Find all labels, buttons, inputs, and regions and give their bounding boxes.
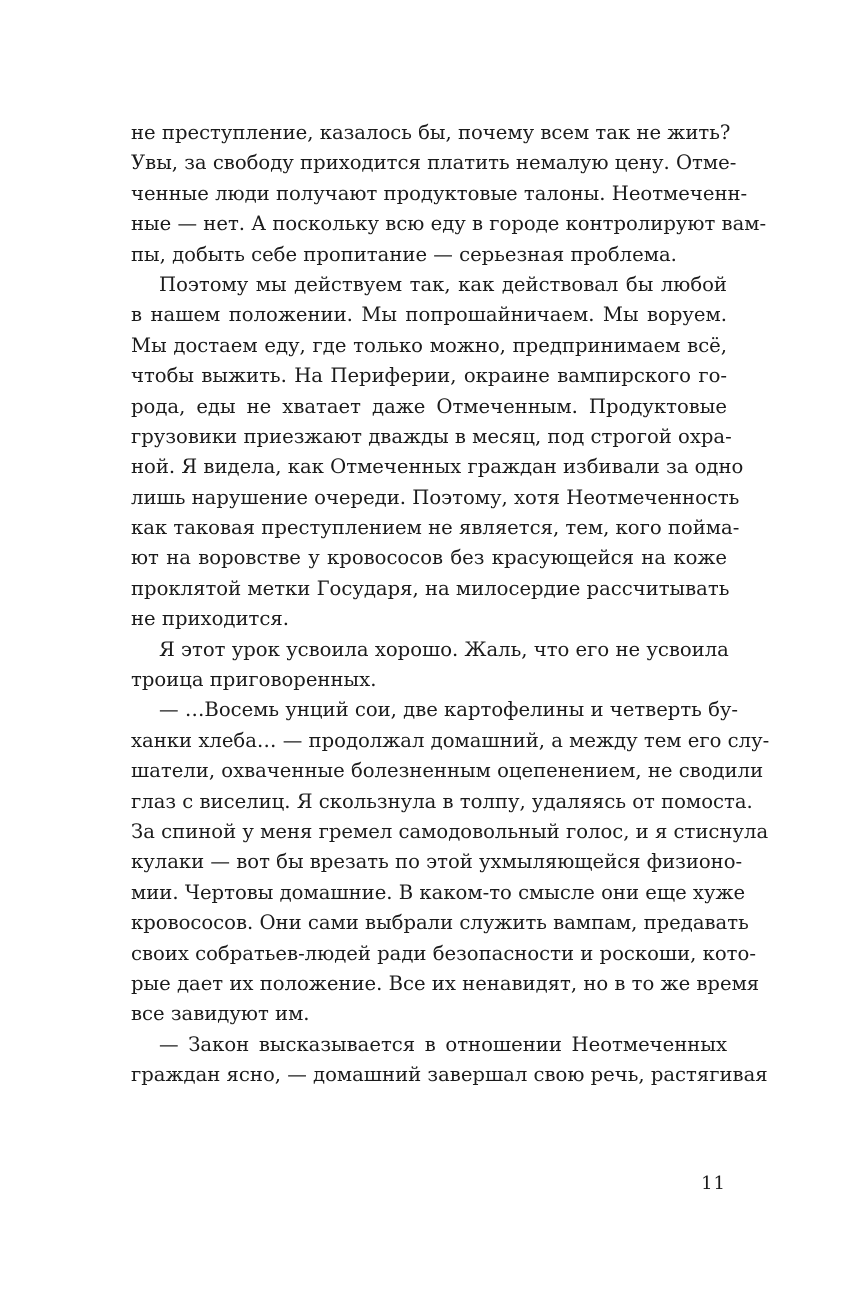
text-line: не приходится. (131, 607, 289, 631)
text-line: ют на воровстве у кровососов без красующейся на коже (131, 546, 727, 570)
text-line: проклятой метки Государя, на милосердие рассчитывать (131, 576, 730, 600)
text-line: в нашем положении. Мы попрошайничаем. Мы воруем. (131, 303, 727, 327)
text-line: рые дает их положение. Все их ненавидят, но в то же время (131, 971, 760, 995)
text-line: мии. Чертовы домашние. В каком-то смысле они еще хуже (131, 880, 746, 904)
text-line: — Закон высказывается в отношении Неотмеченных (159, 1032, 727, 1056)
text-line: рода, еды не хватает даже Отмеченным. Продуктовые (131, 394, 727, 418)
text-line: глаз с виселиц. Я скользнула в толпу, удаляясь от помоста. (131, 789, 753, 813)
text-line: За спиной у меня гремел самодовольный голос, и я стиснула (131, 819, 769, 843)
text-line: пы, добыть себе пропитание — серьезная проблема. (131, 242, 677, 266)
text-line: троица приговоренных. (131, 668, 377, 692)
text-line: Поэтому мы действуем так, как действовал бы любой (159, 272, 727, 296)
text-line: лишь нарушение очереди. Поэтому, хотя Неотмеченность (131, 485, 740, 509)
body-text (131, 118, 770, 1091)
page-number: 11 (701, 1173, 726, 1194)
text-line: ханки хлеба… — продолжал домашний, а между тем его слу- (131, 728, 770, 752)
text-line: своих собратьев-людей ради безопасности и роскоши, кото- (131, 941, 756, 965)
text-line: ные — нет. А поскольку всю еду в городе контролируют вам- (131, 212, 767, 236)
text-line: чтобы выжить. На Периферии, окраине вампирского го- (131, 364, 727, 388)
text-line: не преступление, казалось бы, почему всем так не жить? (131, 121, 731, 144)
text-line: Увы, за свободу приходится платить немалую цену. Отме- (131, 151, 737, 175)
text-line: кулаки — вот бы врезать по этой ухмыляющейся физионо- (131, 850, 743, 874)
text-line: Мы достаем еду, где только можно, предпринимаем всё, (131, 333, 727, 357)
text-line: граждан ясно, — домашний завершал свою речь, растягивая (131, 1063, 768, 1087)
text-line: ченные люди получают продуктовые талоны. Неотмеченн- (131, 181, 748, 205)
text-line: — …Восемь унций сои, две картофелины и четверть бу- (159, 698, 739, 722)
text-line: Я этот урок усвоила хорошо. Жаль, что его не усвоила (159, 637, 729, 661)
text-line: грузовики приезжают дважды в месяц, под строгой охра- (131, 424, 732, 448)
text-line: все завидуют им. (131, 1002, 310, 1026)
text-line: кровососов. Они сами выбрали служить вампам, предавать (131, 911, 749, 935)
text-line: как таковая преступлением не является, тем, кого пойма- (131, 516, 740, 540)
text-line: шатели, охваченные болезненным оцепенением, не сводили (131, 759, 764, 783)
text-line: ной. Я видела, как Отмеченных граждан избивали за одно (131, 455, 744, 479)
